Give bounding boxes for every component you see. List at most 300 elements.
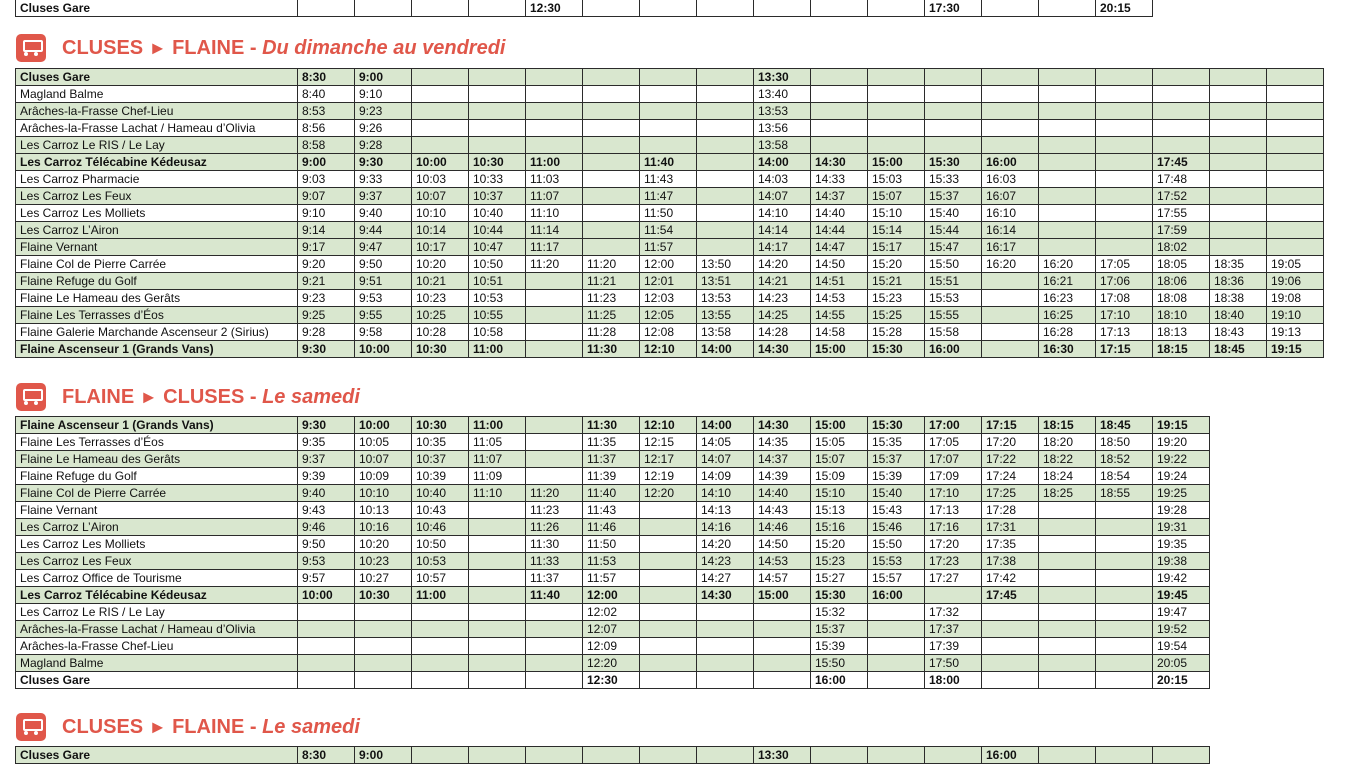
departure-time: 14:07 (754, 188, 811, 205)
departure-time: 11:00 (469, 417, 526, 434)
stop-name: Les Carroz Les Molliets (16, 205, 298, 222)
departure-time: 9:55 (355, 307, 412, 324)
departure-time (355, 0, 412, 17)
departure-time: 16:30 (1039, 341, 1096, 358)
stop-name: Les Carroz Pharmacie (16, 171, 298, 188)
table-row (16, 0, 1153, 17)
departure-time: 17:59 (1153, 222, 1210, 239)
table-row (16, 672, 1210, 689)
departure-time: 18:35 (1210, 256, 1267, 273)
departure-time: 14:33 (811, 171, 868, 188)
stop-name: Les Carroz L’Airon (16, 222, 298, 239)
departure-time: 19:35 (1153, 536, 1210, 553)
stop-name: Les Carroz Les Feux (16, 188, 298, 205)
departure-time (469, 570, 526, 587)
table-row (16, 536, 1210, 553)
departure-time: 19:15 (1267, 341, 1324, 358)
timetable-cluses-flaine-weekdays (15, 68, 1324, 358)
departure-time (412, 69, 469, 86)
departure-time: 12:07 (583, 621, 640, 638)
departure-time: 19:10 (1267, 307, 1324, 324)
bus-icon (16, 34, 46, 62)
departure-time (982, 341, 1039, 358)
departure-time: 15:23 (868, 290, 925, 307)
departure-time: 15:05 (811, 434, 868, 451)
departure-time: 15:07 (868, 188, 925, 205)
departure-time (526, 290, 583, 307)
departure-time: 18:54 (1096, 468, 1153, 485)
departure-time (982, 604, 1039, 621)
table-row (16, 290, 1324, 307)
stop-name: Flaine Vernant (16, 502, 298, 519)
departure-time: 17:45 (1153, 154, 1210, 171)
departure-time: 18:38 (1210, 290, 1267, 307)
departure-time (1096, 519, 1153, 536)
departure-time: 16:25 (1039, 307, 1096, 324)
departure-time (754, 0, 811, 17)
departure-time: 14:55 (811, 307, 868, 324)
departure-time (1039, 519, 1096, 536)
departure-time (1267, 239, 1324, 256)
departure-time: 19:06 (1267, 273, 1324, 290)
departure-time: 17:15 (982, 417, 1039, 434)
departure-time (526, 86, 583, 103)
table-row (16, 120, 1324, 137)
departure-time (697, 205, 754, 222)
departure-time: 15:43 (868, 502, 925, 519)
table-row (16, 621, 1210, 638)
departure-time: 10:00 (355, 341, 412, 358)
departure-time: 9:00 (355, 69, 412, 86)
departure-time: 11:54 (640, 222, 697, 239)
departure-time: 14:35 (754, 434, 811, 451)
departure-time: 18:05 (1153, 256, 1210, 273)
departure-time: 9:14 (298, 222, 355, 239)
departure-time: 12:30 (526, 0, 583, 17)
departure-time: 17:35 (982, 536, 1039, 553)
departure-time: 10:10 (355, 485, 412, 502)
departure-time (469, 587, 526, 604)
departure-time (1096, 621, 1153, 638)
departure-time: 14:09 (697, 468, 754, 485)
departure-time (412, 0, 469, 17)
departure-time: 9:50 (355, 256, 412, 273)
departure-time (868, 672, 925, 689)
departure-time: 14:57 (754, 570, 811, 587)
departure-time: 11:23 (526, 502, 583, 519)
section-heading (62, 716, 360, 739)
departure-time: 15:33 (925, 171, 982, 188)
departure-time (925, 69, 982, 86)
departure-time: 15:44 (925, 222, 982, 239)
departure-time (982, 655, 1039, 672)
departure-time (526, 621, 583, 638)
departure-time (754, 604, 811, 621)
departure-time: 8:58 (298, 137, 355, 154)
table-row (16, 553, 1210, 570)
departure-time: 15:28 (868, 324, 925, 341)
departure-time (1267, 103, 1324, 120)
departure-time (640, 638, 697, 655)
departure-time (583, 154, 640, 171)
departure-time: 15:50 (925, 256, 982, 273)
departure-time: 17:23 (925, 553, 982, 570)
departure-time (1210, 205, 1267, 222)
departure-time: 10:27 (355, 570, 412, 587)
departure-time: 14:10 (697, 485, 754, 502)
departure-time (640, 587, 697, 604)
stop-name: Cluses Gare (16, 69, 298, 86)
departure-time: 17:05 (1096, 256, 1153, 273)
departure-time (469, 502, 526, 519)
route-to: FLAINE (172, 715, 245, 738)
departure-time (868, 103, 925, 120)
route-to: CLUSES (163, 385, 245, 408)
departure-time: 9:40 (298, 485, 355, 502)
departure-time: 15:07 (811, 451, 868, 468)
departure-time (754, 655, 811, 672)
departure-time: 12:08 (640, 324, 697, 341)
departure-time (526, 604, 583, 621)
route-days: Le samedi (262, 715, 360, 738)
departure-time: 15:20 (811, 536, 868, 553)
departure-time: 15:37 (811, 621, 868, 638)
departure-time (1096, 638, 1153, 655)
departure-time: 11:07 (526, 188, 583, 205)
route-from: CLUSES (62, 36, 144, 59)
departure-time: 9:43 (298, 502, 355, 519)
departure-time (1039, 86, 1096, 103)
departure-time: 9:53 (298, 553, 355, 570)
departure-time: 10:23 (412, 290, 469, 307)
departure-time: 12:00 (640, 256, 697, 273)
departure-time: 15:35 (868, 434, 925, 451)
departure-time: 10:28 (412, 324, 469, 341)
departure-time: 10:58 (469, 324, 526, 341)
stop-name: Flaine Le Hameau des Gerâts (16, 451, 298, 468)
departure-time: 9:00 (298, 154, 355, 171)
stop-name: Flaine Ascenseur 1 (Grands Vans) (16, 341, 298, 358)
departure-time (298, 0, 355, 17)
departure-time: 10:39 (412, 468, 469, 485)
departure-time (583, 120, 640, 137)
departure-time: 18:36 (1210, 273, 1267, 290)
departure-time (982, 324, 1039, 341)
departure-time: 17:06 (1096, 273, 1153, 290)
departure-time: 18:00 (925, 672, 982, 689)
departure-time: 13:58 (697, 324, 754, 341)
departure-time (526, 103, 583, 120)
departure-time: 13:30 (754, 747, 811, 764)
separator: - (244, 385, 263, 408)
departure-time: 12:00 (583, 587, 640, 604)
departure-time: 9:26 (355, 120, 412, 137)
departure-time: 9:51 (355, 273, 412, 290)
departure-time (526, 69, 583, 86)
departure-time: 10:40 (469, 205, 526, 222)
departure-time: 13:53 (754, 103, 811, 120)
departure-time (697, 171, 754, 188)
departure-time: 11:40 (640, 154, 697, 171)
departure-time: 11:00 (412, 587, 469, 604)
departure-time: 15:37 (925, 188, 982, 205)
table-row (16, 137, 1324, 154)
table-row (16, 604, 1210, 621)
departure-time (1210, 137, 1267, 154)
departure-time (868, 747, 925, 764)
departure-time: 15:10 (811, 485, 868, 502)
departure-time (697, 154, 754, 171)
departure-time: 10:55 (469, 307, 526, 324)
departure-time: 18:02 (1153, 239, 1210, 256)
departure-time (982, 0, 1039, 17)
table-row (16, 434, 1210, 451)
departure-time: 11:20 (583, 256, 640, 273)
departure-time: 17:20 (982, 434, 1039, 451)
departure-time (583, 171, 640, 188)
departure-time: 10:10 (412, 205, 469, 222)
departure-time (640, 536, 697, 553)
departure-time (1096, 154, 1153, 171)
departure-time: 9:50 (298, 536, 355, 553)
departure-time (469, 672, 526, 689)
table-row (16, 256, 1324, 273)
departure-time: 16:00 (811, 672, 868, 689)
departure-time (469, 120, 526, 137)
departure-time: 15:30 (811, 587, 868, 604)
departure-time: 14:30 (811, 154, 868, 171)
departure-time: 12:17 (640, 451, 697, 468)
departure-time (1039, 747, 1096, 764)
departure-time: 9:28 (298, 324, 355, 341)
departure-time: 9:39 (298, 468, 355, 485)
stop-name: Flaine Galerie Marchande Ascenseur 2 (Sirius) (16, 324, 298, 341)
departure-time (469, 536, 526, 553)
departure-time (1039, 0, 1096, 17)
departure-time: 15:00 (754, 587, 811, 604)
departure-time (469, 655, 526, 672)
departure-time: 14:43 (754, 502, 811, 519)
departure-time (583, 137, 640, 154)
departure-time: 11:30 (583, 417, 640, 434)
departure-time: 11:25 (583, 307, 640, 324)
route-from: FLAINE (62, 385, 135, 408)
departure-time: 10:20 (355, 536, 412, 553)
departure-time: 14:44 (811, 222, 868, 239)
departure-time: 18:24 (1039, 468, 1096, 485)
departure-time: 13:55 (697, 307, 754, 324)
stop-name: Les Carroz Le RIS / Le Lay (16, 137, 298, 154)
departure-time (811, 69, 868, 86)
departure-time: 10:46 (412, 519, 469, 536)
departure-time (982, 672, 1039, 689)
departure-time (412, 621, 469, 638)
departure-time (355, 604, 412, 621)
departure-time: 14:53 (754, 553, 811, 570)
departure-time: 9:47 (355, 239, 412, 256)
departure-time (697, 69, 754, 86)
departure-time: 14:37 (811, 188, 868, 205)
departure-time (412, 638, 469, 655)
departure-time: 13:50 (697, 256, 754, 273)
departure-time: 10:33 (469, 171, 526, 188)
departure-time: 17:27 (925, 570, 982, 587)
departure-time: 9:33 (355, 171, 412, 188)
departure-time (925, 747, 982, 764)
departure-time: 15:17 (868, 239, 925, 256)
departure-time: 8:30 (298, 747, 355, 764)
departure-time (1096, 171, 1153, 188)
departure-time: 13:53 (697, 290, 754, 307)
departure-time (1039, 553, 1096, 570)
departure-time: 9:03 (298, 171, 355, 188)
arrow-right-icon: ► (148, 37, 167, 58)
table-row (16, 239, 1324, 256)
departure-time (925, 120, 982, 137)
departure-time: 9:30 (298, 341, 355, 358)
departure-time: 11:39 (583, 468, 640, 485)
departure-time: 11:57 (583, 570, 640, 587)
departure-time: 14:28 (754, 324, 811, 341)
stop-name: Les Carroz L’Airon (16, 519, 298, 536)
departure-time (925, 587, 982, 604)
stop-name: Les Carroz Le RIS / Le Lay (16, 604, 298, 621)
departure-time: 17:28 (982, 502, 1039, 519)
departure-time (754, 638, 811, 655)
departure-time: 9:40 (355, 205, 412, 222)
departure-time (469, 621, 526, 638)
departure-time: 18:06 (1153, 273, 1210, 290)
departure-time: 13:40 (754, 86, 811, 103)
departure-time: 12:20 (640, 485, 697, 502)
departure-time (811, 103, 868, 120)
departure-time: 10:25 (412, 307, 469, 324)
departure-time: 10:23 (355, 553, 412, 570)
stop-name: Flaine Les Terrasses d’Éos (16, 307, 298, 324)
departure-time: 16:00 (982, 154, 1039, 171)
departure-time (526, 417, 583, 434)
departure-time (1039, 239, 1096, 256)
departure-time (355, 655, 412, 672)
departure-time: 17:16 (925, 519, 982, 536)
departure-time: 18:08 (1153, 290, 1210, 307)
departure-time: 17:45 (982, 587, 1039, 604)
table-row (16, 324, 1324, 341)
separator: - (244, 36, 263, 59)
departure-time: 16:00 (868, 587, 925, 604)
departure-time: 15:00 (811, 341, 868, 358)
departure-time: 9:20 (298, 256, 355, 273)
timetable-cluses-flaine-saturday (15, 746, 1210, 764)
departure-time: 14:21 (754, 273, 811, 290)
departure-time: 17:37 (925, 621, 982, 638)
departure-time (640, 137, 697, 154)
departure-time: 18:52 (1096, 451, 1153, 468)
section-heading (62, 37, 505, 60)
timetable-flaine-cluses-saturday (15, 416, 1210, 689)
departure-time: 9:37 (355, 188, 412, 205)
departure-time: 11:33 (526, 553, 583, 570)
departure-time (1039, 222, 1096, 239)
departure-time: 16:10 (982, 205, 1039, 222)
departure-time: 11:10 (526, 205, 583, 222)
departure-time: 9:37 (298, 451, 355, 468)
departure-time: 15:30 (925, 154, 982, 171)
departure-time: 11:23 (583, 290, 640, 307)
departure-time: 13:56 (754, 120, 811, 137)
departure-time: 18:45 (1096, 417, 1153, 434)
departure-time: 11:30 (583, 341, 640, 358)
departure-time: 11:00 (469, 341, 526, 358)
stop-name: Flaine Les Terrasses d’Éos (16, 434, 298, 451)
departure-time (1096, 188, 1153, 205)
departure-time: 10:00 (298, 587, 355, 604)
table-row (16, 86, 1324, 103)
departure-time (583, 239, 640, 256)
departure-time: 11:26 (526, 519, 583, 536)
departure-time: 15:14 (868, 222, 925, 239)
departure-time: 9:46 (298, 519, 355, 536)
route-days: Du dimanche au vendredi (262, 36, 506, 59)
departure-time: 9:30 (298, 417, 355, 434)
stop-name: Les Carroz Les Feux (16, 553, 298, 570)
table-row (16, 171, 1324, 188)
arrow-right-icon: ► (148, 716, 167, 737)
stop-name: Cluses Gare (16, 672, 298, 689)
departure-time (1153, 747, 1210, 764)
departure-time: 15:40 (868, 485, 925, 502)
departure-time: 15:13 (811, 502, 868, 519)
departure-time: 18:13 (1153, 324, 1210, 341)
departure-time: 10:00 (355, 417, 412, 434)
table-row (16, 485, 1210, 502)
departure-time: 11:57 (640, 239, 697, 256)
stop-name: Les Carroz Les Molliets (16, 536, 298, 553)
departure-time: 14:30 (697, 587, 754, 604)
departure-time (640, 120, 697, 137)
departure-time (1096, 103, 1153, 120)
departure-time: 10:30 (469, 154, 526, 171)
stop-name: Magland Balme (16, 655, 298, 672)
departure-time: 14:16 (697, 519, 754, 536)
departure-time (1039, 621, 1096, 638)
departure-time: 10:14 (412, 222, 469, 239)
departure-time (697, 103, 754, 120)
stop-name: Cluses Gare (16, 747, 298, 764)
departure-time (526, 273, 583, 290)
departure-time: 9:07 (298, 188, 355, 205)
departure-time (1267, 222, 1324, 239)
departure-time (697, 747, 754, 764)
departure-time (1039, 137, 1096, 154)
departure-time (1039, 672, 1096, 689)
departure-time (1153, 103, 1210, 120)
departure-time: 10:35 (412, 434, 469, 451)
departure-time: 17:52 (1153, 188, 1210, 205)
departure-time: 15:51 (925, 273, 982, 290)
departure-time: 11:30 (526, 536, 583, 553)
table-row (16, 502, 1210, 519)
departure-time: 14:40 (811, 205, 868, 222)
departure-time: 14:14 (754, 222, 811, 239)
departure-time: 11:03 (526, 171, 583, 188)
departure-time (811, 137, 868, 154)
table-row (16, 747, 1210, 764)
departure-time: 15:39 (868, 468, 925, 485)
departure-time: 19:22 (1153, 451, 1210, 468)
departure-time: 19:25 (1153, 485, 1210, 502)
departure-time: 20:15 (1153, 672, 1210, 689)
